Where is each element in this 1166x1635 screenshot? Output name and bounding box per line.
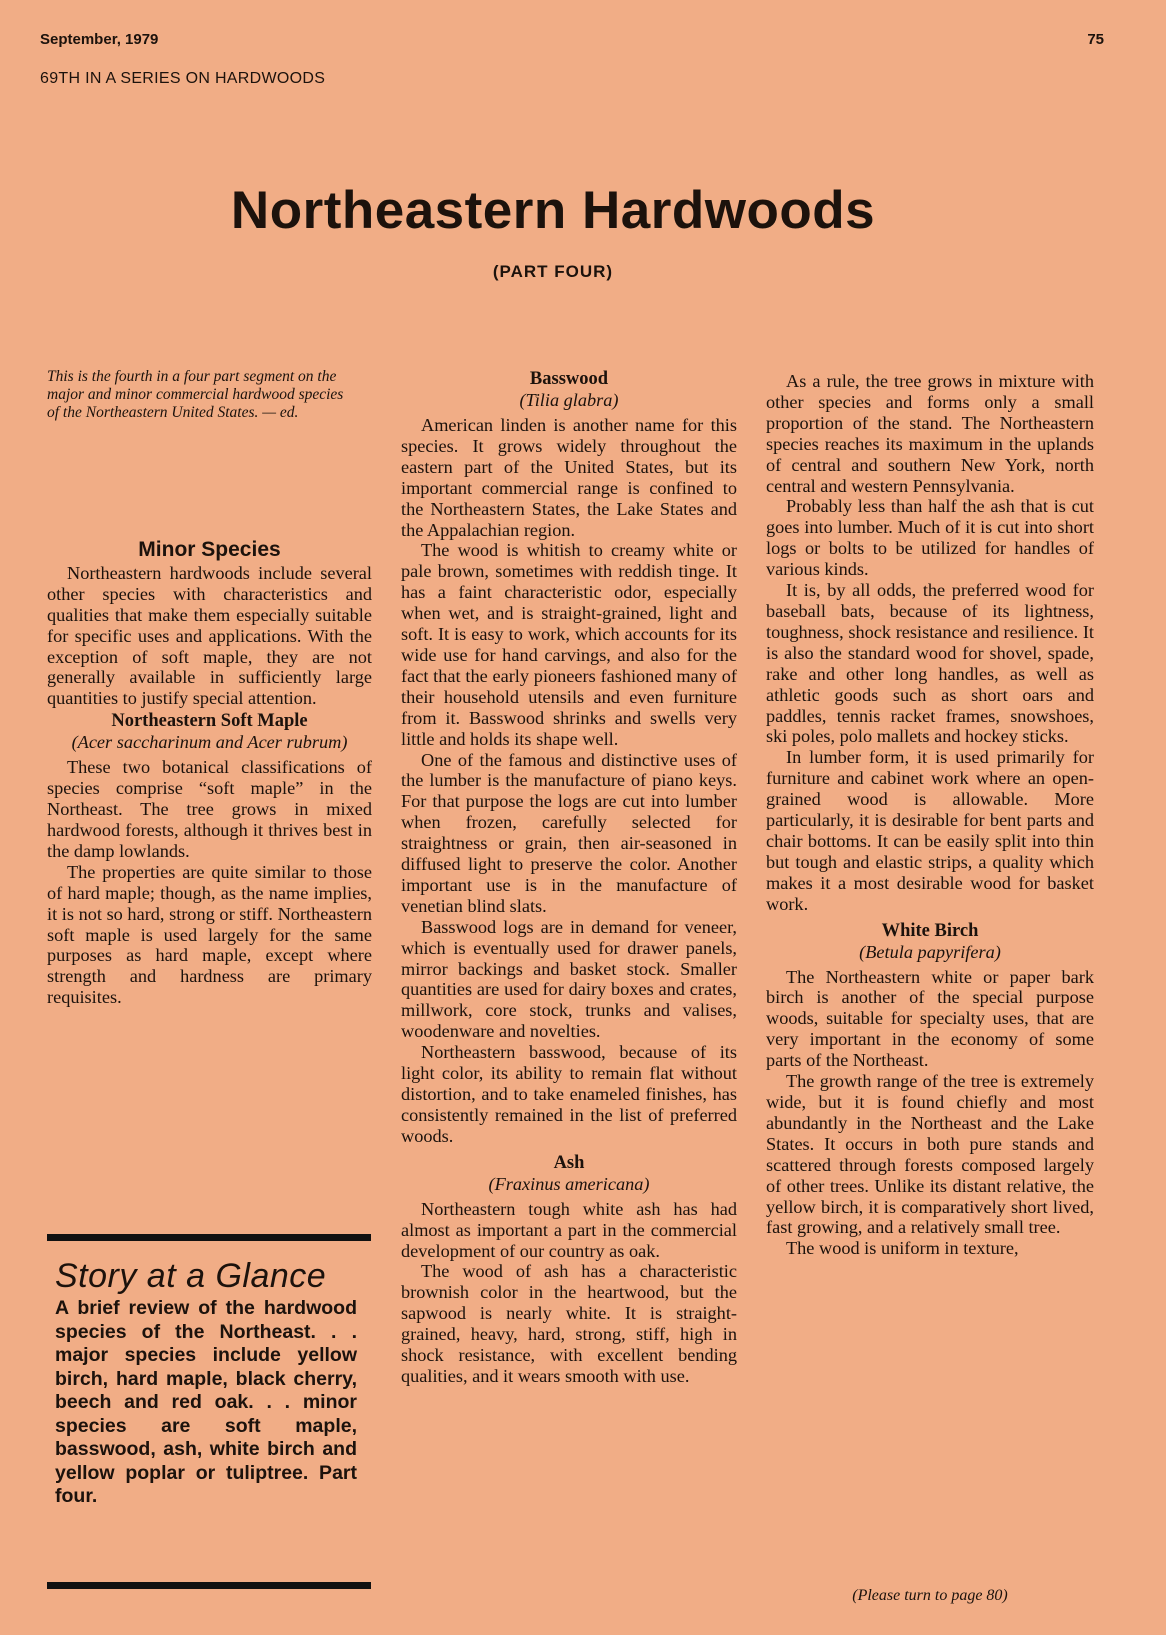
ash-paragraph-5: It is, by all odds, the preferred wood for baseball bats, because of its lightness, toughness, shock resistance and resilience. It is also the standard wood for shovel, spade, rake and other long handles, as well as athletic goods such as short oars and paddles, tennis racket frames, snowshoes, ski poles, polo mallets and hockey sticks. bbox=[766, 580, 1094, 747]
soft-maple-paragraph-1: These two botanical classifications of species comprise “soft maple” in the Northeast. The tree grows in mixed hardwood forests, although it thrives best in the damp lowlands. bbox=[47, 757, 372, 861]
basswood-latin: (Tilia glabra) bbox=[519, 390, 619, 410]
glance-summary: A brief review of the hardwood species of the Northeast. . . major species include yellow birch, hard maple, black cherry, beech and red oak. . . minor species are soft maple, basswood, ash, white birch and yellow poplar or tuliptree. Part four. bbox=[55, 1297, 357, 1507]
article-title: Northeastern Hardwoods bbox=[230, 181, 876, 240]
intro-block bbox=[47, 368, 372, 423]
soft-maple-heading: Northeastern Soft Maple bbox=[111, 711, 308, 732]
white-birch-heading: White Birch bbox=[881, 920, 979, 941]
glance-title: Story at a Glance bbox=[55, 1257, 327, 1295]
column-2 bbox=[401, 367, 737, 1387]
ash-paragraph-4: Probably less than half the ash that is cut goes into lumber. Much of it is cut into short logs or bolts to be utilized for handles of various kinds. bbox=[766, 496, 1094, 580]
basswood-heading: Basswood bbox=[529, 369, 609, 389]
glance-bottom-rule bbox=[47, 1582, 371, 1589]
white-birch-paragraph-1: The Northeastern white or paper bark birch is another of the special purpose woods, suitable for specialty uses, that are very important in the economy of some parts of the Northeast. bbox=[766, 966, 1094, 1071]
white-birch-latin: (Betula papyrifera) bbox=[859, 941, 1001, 962]
basswood-paragraph-3: One of the famous and distinctive uses of the lumber is the manufacture of piano keys. For that purpose the logs are cut into lumber when frozen, carefully selected for straightness or grain, then air-seasoned in diffused light to preserve the color. Another important use is in the manufacture of venetian blind slats. bbox=[401, 749, 737, 916]
column-1 bbox=[47, 540, 372, 1008]
soft-maple-paragraph-2: The properties are quite similar to those of hard maple; though, as the name implies, it is not so hard, strong or stiff. Northeastern soft maple is used largely for the same purposes as hard maple, except where strength and hardness are primary requisites. bbox=[47, 861, 372, 1008]
column-3 bbox=[766, 371, 1094, 1259]
basswood-paragraph-2: The wood is whitish to creamy white or pale brown, sometimes with reddish tinge. It has a faint characteristic odor, especially when wet, and is straight-grained, light and soft. It is easy to work, which accounts for its wide use for hand carvings, and also for the fact that the early pioneers fashioned many of their household utensils and even furniture from it. Basswood shrinks and swells very little and holds its shape well. bbox=[401, 540, 737, 749]
ash-paragraph-1: Northeastern tough white ash has had almost as important a part in the commercial development of our country as oak. bbox=[401, 1198, 737, 1261]
ash-heading: Ash bbox=[553, 1152, 585, 1173]
editor-intro: This is the fourth in a four part segment on the major and minor commercial hardwood species of the Northeastern United States. — ed. bbox=[47, 368, 344, 422]
white-birch-paragraph-2: The growth range of the tree is extremely wide, but it is found chiefly and most abundantly in the Northeast and the Lake States. It occurs in both pure stands and scattered through forests composed largely of other trees. Unlike its distant relative, the yellow birch, it is comparatively short lived, fast growing, and a relatively small tree. bbox=[766, 1071, 1094, 1238]
basswood-paragraph-1: American linden is another name for this species. It grows widely throughout the eastern part of the United States, but its important commercial range is confined to the Northeastern States, the Lake States and the Appalachian region. bbox=[401, 415, 737, 540]
basswood-paragraph-5: Northeastern basswood, because of its light color, its ability to remain flat without distortion, and to take enameled finishes, has consistently remained in the list of preferred woods. bbox=[401, 1042, 737, 1146]
ash-paragraph-6: In lumber form, it is used primarily for furniture and cabinet work where an open-grained wood is allowable. More particularly, it is desirable for bent parts and chair bottoms. It can be easily split into thin but tough and elastic strips, a quality which makes it a most desirable wood for basket work. bbox=[766, 747, 1094, 914]
article-subtitle: (PART FOUR) bbox=[492, 262, 614, 281]
ash-paragraph-3: As a rule, the tree grows in mixture with other species and forms only a small proportion of the stand. The Northeastern species reaches its maximum in the uplands of central and southern New York, north central and western Pennsylvania. bbox=[766, 371, 1094, 496]
series-label: 69TH IN A SERIES ON HARDWOODS bbox=[40, 70, 326, 87]
ash-paragraph-2: The wood of ash has a characteristic brownish color in the heartwood, but the sapwood is nearly white. It is straight-grained, heavy, hard, strong, stiff, high in shock resistance, with excellent bending qualities, and it wears smooth with use. bbox=[401, 1261, 737, 1386]
basswood-paragraph-4: Basswood logs are in demand for veneer, which is eventually used for drawer panels, mirror backings and basket stock. Smaller quantities are used for dairy boxes and crates, millwork, core stock, trunks and valises, woodenware and novelties. bbox=[401, 916, 737, 1042]
soft-maple-latin: (Acer saccharinum and Acer rubrum) bbox=[71, 732, 348, 753]
issue-date: September, 1979 bbox=[40, 31, 159, 48]
ash-latin: (Fraxinus americana) bbox=[488, 1173, 650, 1194]
continued-note: (Please turn to page 80) bbox=[852, 1587, 1008, 1604]
page-number: 75 bbox=[1087, 31, 1104, 48]
white-birch-paragraph-3: The wood is uniform in texture, bbox=[786, 1238, 1019, 1259]
minor-species-heading: Minor Species bbox=[138, 538, 281, 561]
minor-species-paragraph: Northeastern hardwoods include several other species with characteristics and qualities that make them especially suitable for specific uses and applications. With the exception of soft maple, they are not generally available in sufficiently large quantities to justify special attention. bbox=[47, 562, 372, 709]
glance-top-rule bbox=[47, 1234, 371, 1241]
